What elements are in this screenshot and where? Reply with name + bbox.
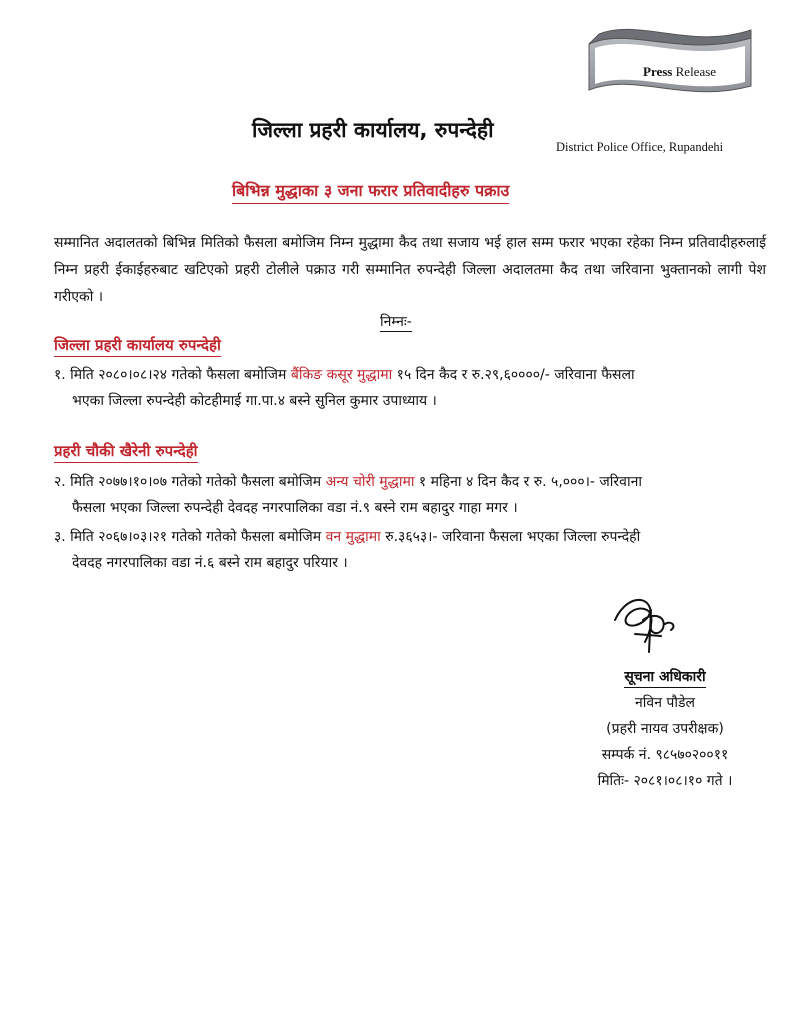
- list-caption: निम्नः-: [380, 314, 412, 330]
- case-type: बैंकिङ कसूर मुद्धामा: [290, 367, 393, 383]
- signatory-title: सूचना अधिकारी: [624, 667, 705, 688]
- signatory-block: [560, 664, 770, 794]
- section-heading-police-post: प्रहरी चौकी खैरेनी रुपन्देही: [54, 441, 198, 463]
- office-title-english: District Police Office, Rupandehi: [556, 140, 724, 154]
- signatory-name: नविन पौडेल: [635, 695, 695, 711]
- document-date: मितिः- २०८१।०८।१० गते ।: [597, 773, 733, 789]
- case-type: वन मुद्धामा: [325, 529, 381, 545]
- list-item: २. मिति २०७७।१०।०७ गतेको गतेको फैसला बमोजिम अन्य चोरी मुद्धामा १ महिना ४ दिन कैद र रु. ५,०००।- जरिवाना फैसला भएका जिल्ला रुपन्देही देवदह नगरपालिका वडा नं.९ बस्ने राम बहादुर गाहा मगर ।: [54, 474, 642, 516]
- case-type: अन्य चोरी मुद्धामा: [325, 474, 415, 490]
- office-title: जिल्ला प्रहरी कार्यालय, रुपन्देही: [252, 118, 494, 142]
- signature: [605, 590, 685, 660]
- signatory-contact: सम्पर्क नं. ९८५७०२००११: [601, 747, 729, 763]
- section-heading-district-office: जिल्ला प्रहरी कार्यालय रुपन्देही: [54, 335, 221, 357]
- list-item: ३. मिति २०६७।०३।२१ गतेको गतेको फैसला बमोजिम वन मुद्धामा रु.३६५३।- जरिवाना फैसला भएका जिल्ला रुपन्देही देवदह नगरपालिका वडा नं.६ बस्ने राम बहादुर परियार ।: [54, 529, 641, 571]
- list-item: १. मिति २०८०।०८।२४ गतेको फैसला बमोजिम बैंकिङ कसूर मुद्धामा १५ दिन कैद र रु.२९,६००००/- जरिवाना फैसला भएका जिल्ला रुपन्देही कोटहीमाई गा.पा.४ बस्ने सुनिल कुमार उपाध्याय ।: [54, 367, 635, 409]
- signatory-rank: (प्रहरी नायव उपरीक्षक): [606, 721, 724, 737]
- press-release-badge: [585, 24, 755, 106]
- press-release-label: Press Release: [643, 64, 717, 79]
- headline: बिभिन्न मुद्धाका ३ जना फरार प्रतिवादीहरु पक्राउ: [232, 179, 509, 204]
- intro-paragraph: सम्मानित अदालतको बिभिन्न मितिको फैसला बमोजिम निम्न मुद्धामा कैद तथा सजाय भई हाल सम्म फरार भएका रहेका निम्न प्रतिवादीहरुलाई निम्न प्रहरी ईकाईहरुबाट खटिएको प्रहरी टोलीले पक्राउ गरी सम्मानित रुपन्देही जिल्ला अदालतमा कैद तथा जरिवाना भुक्तानको लागी पेश गरीएको ।: [54, 235, 766, 305]
